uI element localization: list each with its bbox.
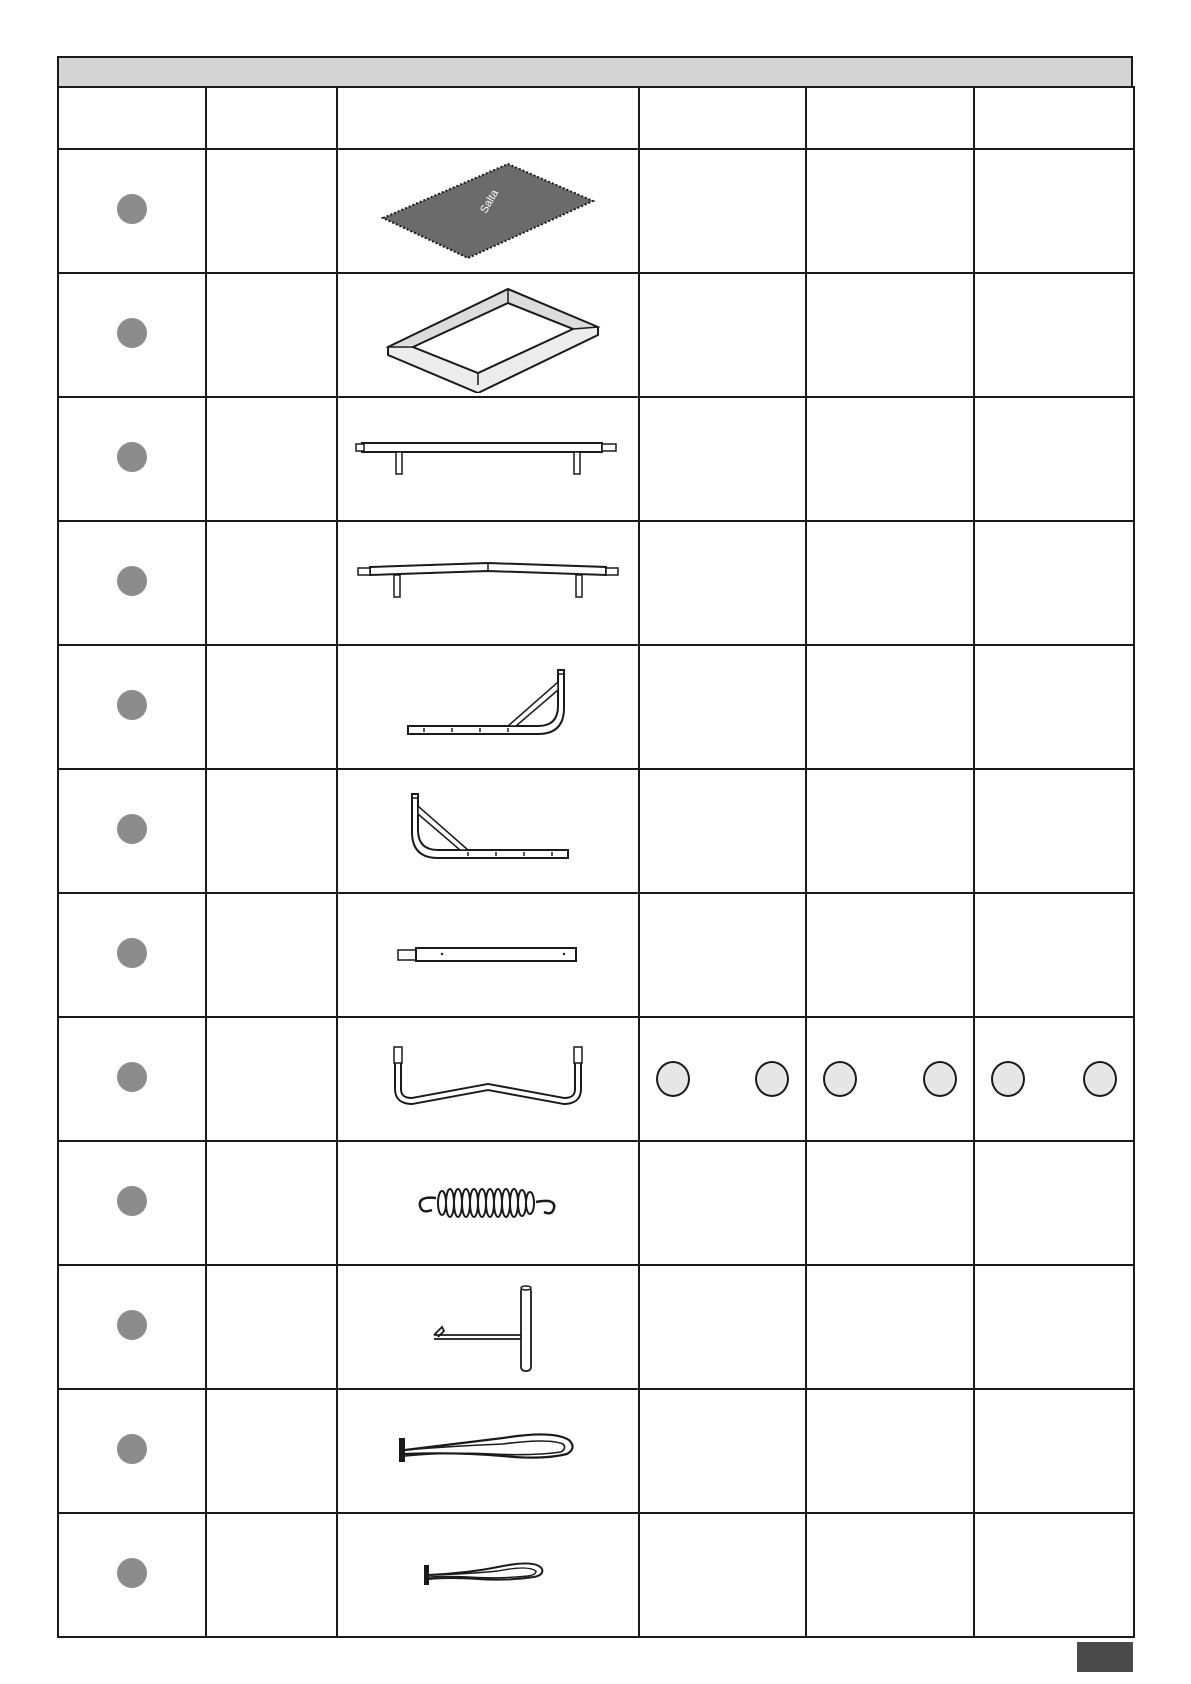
parts-table	[57, 86, 1135, 1638]
table-row	[58, 645, 1134, 769]
table-row	[58, 273, 1134, 397]
header-cell-picture	[337, 87, 639, 149]
quantity-circle	[923, 1061, 957, 1097]
quantity-circle-pair	[640, 1061, 805, 1097]
mat-logo: Salta	[478, 187, 502, 216]
header-cell-item	[58, 87, 206, 149]
table-row	[58, 1513, 1134, 1637]
connector-tube-icon	[388, 940, 588, 970]
trampoline-mat-icon	[368, 156, 608, 266]
item-number-dot	[117, 814, 147, 844]
header-cell-qty-b	[806, 87, 974, 149]
spring-icon	[408, 1178, 568, 1228]
table-row	[58, 893, 1134, 1017]
bent-side-rail-icon	[348, 553, 628, 613]
item-number-dot	[117, 566, 147, 596]
header-cell-qty-c	[974, 87, 1134, 149]
short-bungee-cord-icon	[418, 1555, 558, 1595]
item-number-dot	[117, 1434, 147, 1464]
item-number-dot	[117, 442, 147, 472]
item-number-dot	[117, 1310, 147, 1340]
item-number-dot	[117, 194, 147, 224]
header-cell-qty-a	[639, 87, 806, 149]
frame-pad-icon	[368, 277, 608, 393]
title-bar	[57, 56, 1133, 86]
spring-puller-tool-icon	[418, 1279, 558, 1375]
table-row	[58, 397, 1134, 521]
item-number-dot	[117, 938, 147, 968]
quantity-circle-pair	[807, 1061, 973, 1097]
quantity-circle	[823, 1061, 857, 1097]
page-number-tab	[1077, 1642, 1133, 1672]
item-number-dot	[117, 1062, 147, 1092]
right-leg-bracket-icon	[388, 662, 588, 752]
item-number-dot	[117, 1558, 147, 1588]
table-header-row	[58, 87, 1134, 149]
item-number-dot	[117, 690, 147, 720]
item-number-dot	[117, 318, 147, 348]
header-cell-code	[206, 87, 337, 149]
table-row	[58, 1141, 1134, 1265]
table-row	[58, 769, 1134, 893]
quantity-circle	[656, 1061, 690, 1097]
item-number-dot	[117, 1186, 147, 1216]
quantity-circle	[991, 1061, 1025, 1097]
table-row	[58, 149, 1134, 273]
table-row	[58, 1265, 1134, 1389]
quantity-circle	[1083, 1061, 1117, 1097]
left-leg-bracket-icon	[388, 786, 588, 876]
table-row	[58, 1389, 1134, 1513]
straight-side-rail-icon	[348, 429, 628, 489]
u-leg-base-icon	[368, 1039, 608, 1119]
quantity-circle-pair	[975, 1061, 1133, 1097]
parts-list-sheet	[57, 56, 1133, 1638]
quantity-circle	[755, 1061, 789, 1097]
table-row	[58, 1017, 1134, 1141]
long-bungee-cord-icon	[393, 1426, 583, 1476]
table-row	[58, 521, 1134, 645]
